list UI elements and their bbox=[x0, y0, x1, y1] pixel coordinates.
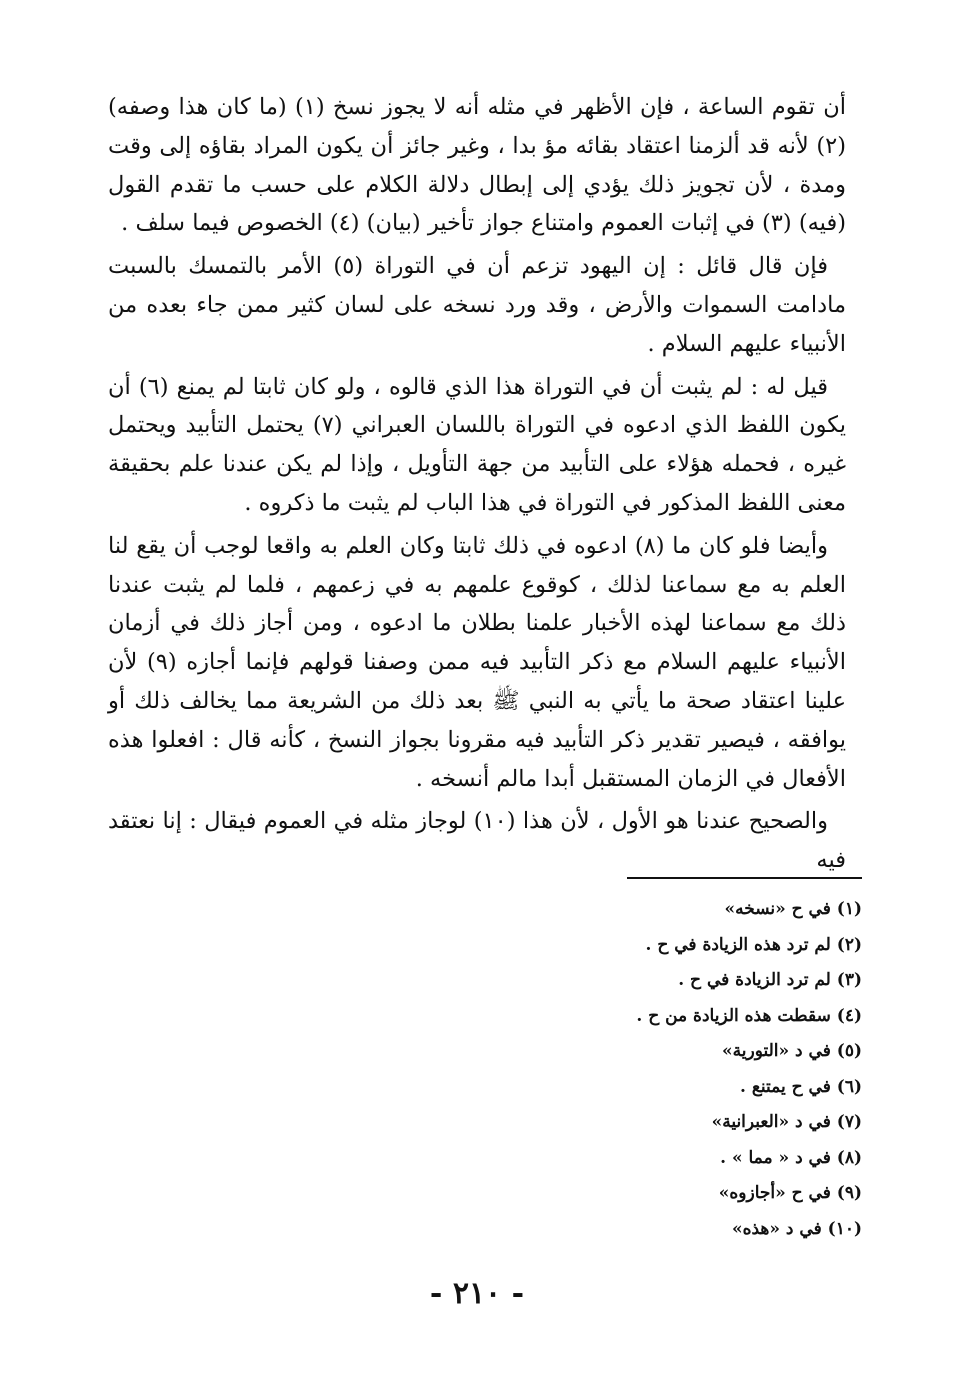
footnote-item: (٦) في ح يمتنع . bbox=[740, 1076, 862, 1097]
paragraph-4: وأيضا فلو كان ما (٨) ادعوه في ذلك ثابتا وكان العلم به واقعا لوجب أن يقع لنا العلم به مع سماعنا لذلك ، كوقوع علمهم به في زعمهم ، فلما لم يثبت عندنا ذلك مع سماعنا لهذه الأخبار علمنا بطلان ما ادعوه ، ومن أجاز ذلك في أزمان الأنبياء عليهم السلام مع ذكر التأبيد فيه ممن وصفنا قولهم فإنما أجازه (٩) لأن علينا اعتقاد صحة ما يأتي به النبي ﷺ بعد ذلك من الشريعة مما يخالف ذلك أو يوافقه ، فيصير تقدير ذكر التأبيد فيه مقرونا بجواز النسخ ، كأنه قال : افعلوا هذه الأفعال في الزمان المستقبل أبدا مالم أنسخه . bbox=[108, 532, 846, 792]
footnote-separator bbox=[627, 877, 862, 879]
footnote-item: (١) في ح «نسخه» bbox=[724, 899, 862, 919]
paragraph-1: أن تقوم الساعة ، فإن الأظهر في مثله أنه لا يجوز نسخ (١) (ما كان هذا وصفه) (٢) لأنه قد ألزمنا اعتقاد بقائه مؤ بدا ، وغير جائز أن يكون المراد بقاؤه إلى وقت ومدة ، لأن تجويز ذلك يؤدي إلى إبطال دلالة الكلام على حسب ما تقدم القول (فيه) (٣) في إثبات العموم وامتناع جواز تأخير (بيان) (٤) الخصوص فيما سلف . bbox=[108, 94, 846, 237]
footnote-item: (٩) في ح «أجازوه» bbox=[718, 1183, 862, 1203]
footnote-item: (١٠) في د «هذه» bbox=[731, 1218, 862, 1239]
footnotes-list bbox=[462, 892, 862, 1247]
paragraph-5: والصحيح عندنا هو الأول ، لأن هذا (١٠) لوجاز مثله في العموم فيقال : إنا نعتقد فيه bbox=[108, 808, 846, 874]
paragraph-3: قيل له : لم يثبت أن في التوراة هذا الذي قالوه ، ولو كان ثابتا لم يمنع (٦) أن يكون اللفظ الذي ادعوه في التوراة باللسان العبراني (٧) يحتمل التأبيد ويحتمل غيره ، فحمله هؤلاء على التأبيد من جهة التأويل ، وإذا لم يكن عندنا علم بحقيقة معنى اللفظ المذكور في التوراة في هذا الباب لم يثبت ما ذكروه . bbox=[108, 373, 846, 516]
page-number: - ٢١٠ - bbox=[429, 1276, 525, 1311]
footnote-item: (٨) في د « مما » . bbox=[720, 1147, 862, 1168]
footnote-item: (٢) لم ترد هذه الزيادة في ح . bbox=[645, 934, 862, 955]
footnote-item: (٥) في د «التورية» bbox=[722, 1041, 862, 1061]
footnote-item: (٧) في د «العبرانية» bbox=[711, 1112, 862, 1132]
footnote-item: (٤) سقطت هذه الزيادة من ح . bbox=[636, 1005, 862, 1026]
main-text-body bbox=[108, 88, 846, 880]
paragraph-2: فإن قال قائل : إن اليهود تزعم أن في التوراة (٥) الأمر بالتمسك بالسبت مادامت السموات والأرض ، وقد ورد نسخه على لسان كثير ممن جاء بعده من الأنبياء عليهم السلام . bbox=[108, 253, 846, 357]
footnote-item: (٣) لم ترد الزيادة في ح . bbox=[678, 970, 862, 990]
